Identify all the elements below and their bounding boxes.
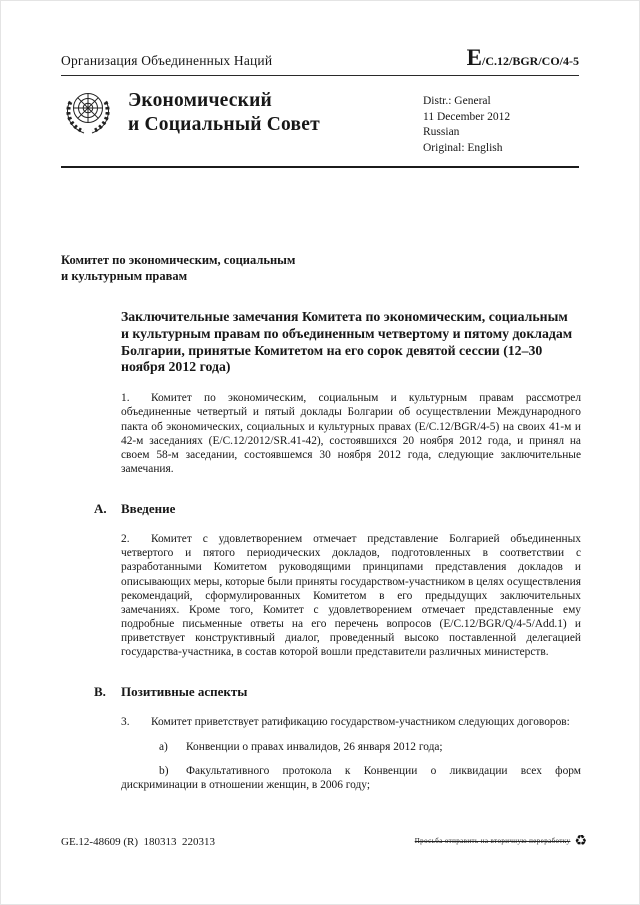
recycle-icon: ♻ [574, 833, 587, 849]
page-content [1, 1, 639, 792]
masthead [61, 85, 579, 157]
section-b-letter: B. [94, 684, 106, 700]
paragraph-3-text: Комитет приветствует ратификацию государством-участником следующих договоров: [151, 716, 570, 729]
committee-name [61, 252, 579, 285]
section-b-title: Позитивные аспекты [121, 684, 248, 700]
committee-name-line1: Комитет по экономическим, социальным [61, 252, 296, 267]
paragraph-1 [121, 391, 581, 476]
distr-date: 11 December 2012 [423, 110, 511, 123]
org-name: Организация Объединенных Наций [61, 53, 273, 68]
page-footer [61, 834, 587, 848]
list-item-b-text: Факультативного протокола к Конвенции о ликвидации всех форм дискриминации в отношении женщин, в 2006 году; [121, 764, 581, 791]
document-title: Заключительные замечания Комитета по экономическим, социальным и культурным правам по объединенным четвертому и пятому докладам Болгарии, принятые Комитетом на его сорок девятой сессии (12–30 ноября 2012 года) [121, 309, 573, 375]
list-item-a [121, 740, 581, 754]
doc-symbol-series-letter: E [466, 45, 482, 70]
distr-original: Original: English [423, 141, 503, 154]
list-item-a-text: Конвенции о правах инвалидов, 26 января 2012 года; [186, 740, 443, 753]
paragraph-3-number: 3. [121, 716, 130, 729]
doc-reference-number: GE.12-48609 (R) 180313 220313 [61, 836, 215, 848]
paragraph-1-number: 1. [121, 392, 130, 405]
masthead-top-row [61, 45, 579, 71]
recycle-note [415, 834, 587, 848]
committee-name-line2: и культурным правам [61, 268, 188, 283]
doc-symbol-number: /C.12/BGR/CO/4-5 [481, 54, 579, 68]
paragraph-1-text: Комитет по экономическим, социальным и культурным правам рассмотрел объединенные четвертый и пятый доклады Болгарии об осуществлении Международного пакта об экономических, социальных и культурных правах (E/C.12/BGR/4-5) на своих 41-м и 42-м заседаниях (E/C.12/2012/SR.41-42), состоявшихся 20 ноября 2012 года, и принял на своем 58-м заседании, состоявшемся 30 ноября 2012 года, следующие заключительные замечания. [121, 392, 581, 476]
un-emblem-icon [61, 85, 115, 146]
list-item-b-marker: b) [159, 764, 169, 777]
list-item-b [121, 764, 581, 792]
council-title-line2: и Социальный Совет [128, 113, 320, 135]
distribution-block [423, 85, 579, 157]
section-a-title: Введение [121, 501, 176, 517]
council-title [128, 85, 423, 137]
paragraph-2-text: Комитет с удовлетворением отмечает представление Болгарией объединенных четвертого и пятого периодических докладов, подготовленных в соответствии с разработанными Комитетом руководящими принципами представления докладов и описывающих меры, которые были приняты государством-участником в целях осуществления рекомендаций, сформулированных Комитетом в его предыдущих заключительных замечаниях. Кроме того, Комитет с удовлетворением отмечает представленные ему подробные письменные ответы на его перечень вопросов (E/C.12/BGR/Q/4-5/Add.1) и приветствует конструктивный диалог, проведенный высоко поставленной делегацией государства-участника, в состав которой вошли представители различных министерств. [121, 533, 581, 659]
section-heading-a [94, 501, 579, 517]
list-item-a-marker: a) [159, 740, 168, 753]
paragraph-2-number: 2. [121, 533, 130, 546]
distr-language: Russian [423, 126, 460, 139]
section-heading-b [94, 684, 579, 700]
doc-symbol [467, 45, 579, 71]
distr-type: Distr.: General [423, 95, 491, 107]
header-rule [61, 75, 579, 76]
section-a-letter: A. [94, 501, 107, 517]
recycle-note-text: Просьба отправить на вторичную переработку [414, 837, 571, 845]
council-title-line1: Экономический [128, 90, 272, 111]
masthead-rule [61, 166, 579, 168]
paragraph-2 [121, 532, 581, 659]
paragraph-3 [121, 715, 581, 729]
